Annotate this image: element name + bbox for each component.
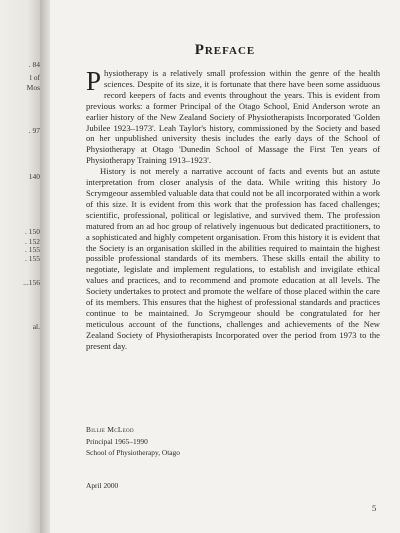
left-page-fragment: . 97 (28, 126, 40, 135)
left-page-fragment: Mos (26, 83, 40, 92)
left-page-fragment: . 155 (25, 254, 40, 263)
left-page-fragment: . 155 (25, 245, 40, 254)
paragraph-1-text: hysiotherapy is a relatively small profession within the genre of the health sciences. Despite of its size, it is fortunate that there have been some assiduous record keepers of facts and events throughout the years. This is evident from previous works: a former Principal of the Otago School, Enid Anderson wrote an earlier history of the New Zealand Society of Physiotherapists Incorporated 'Golden Jubilee 1923–1973'. Leah Taylor's history, commissioned by the Society and based on her unpublished university thesis includes the early days of the School of Physiotherapy at Otago 'Dunedin School of Massage the First Ten years of Physiotherapy Training 1913–1923'. (86, 68, 380, 166)
left-page-fragment: ...156 (23, 278, 40, 287)
author-institution: School of Physiotherapy, Otago (86, 448, 180, 457)
book-page (50, 0, 400, 533)
drop-cap: P (86, 66, 102, 96)
author-name: Billie McLeod (86, 425, 134, 434)
preface-paragraph-2: History is not merely a narrative account of facts and events but an astute interpretation from closer analysis of the data. While writing this history Jo Scrymgeour assembled valuable data that could not be all incorporated within a work of this size. It is evident from this work that the profession has faced challenges; scientific, professional, political or legislative, and survived them. The profession matured from an ad hoc group of relatively ingenuous but dedicated practitioners, to a sophisticated and highly competent organisation. From this history it is evident that the Society is an organisation skilled in the abilities required to maintain the highest possible professional standards of its members. These skills entail the ability to negotiate, legislate and implement regulations, to establish and invigilate ethical values and practices, and to recommend and promote education at all levels. The Society undertakes to protect and promote the welfare of those placed within the care of its members. This ensures that the highest of professional standards and practices continue to be maintained. Jo Scrymgeour should be congratulated for her meticulous account of the functions, challenges and achievements of the New Zealand Society of Physiotherapists Incorporated over the period from 1973 to the present day. (86, 166, 380, 351)
left-page-fragment: . 84 (28, 60, 40, 69)
left-page-edge (0, 0, 40, 533)
left-page-fragment: l of (29, 73, 40, 82)
preface-paragraph-1 (86, 68, 380, 166)
author-role: Principal 1965–1990 (86, 436, 148, 446)
left-page-fragment: 140 (28, 172, 40, 181)
left-page-fragment: . 150 (25, 227, 40, 236)
preface-date: April 2000 (86, 481, 119, 490)
signature-block (86, 424, 366, 459)
page-number: 5 (372, 503, 377, 513)
left-page-fragment: al. (32, 322, 40, 331)
preface-body (86, 68, 380, 352)
page-title: Preface (194, 42, 256, 58)
left-page-fragment: . 152 (25, 237, 40, 246)
